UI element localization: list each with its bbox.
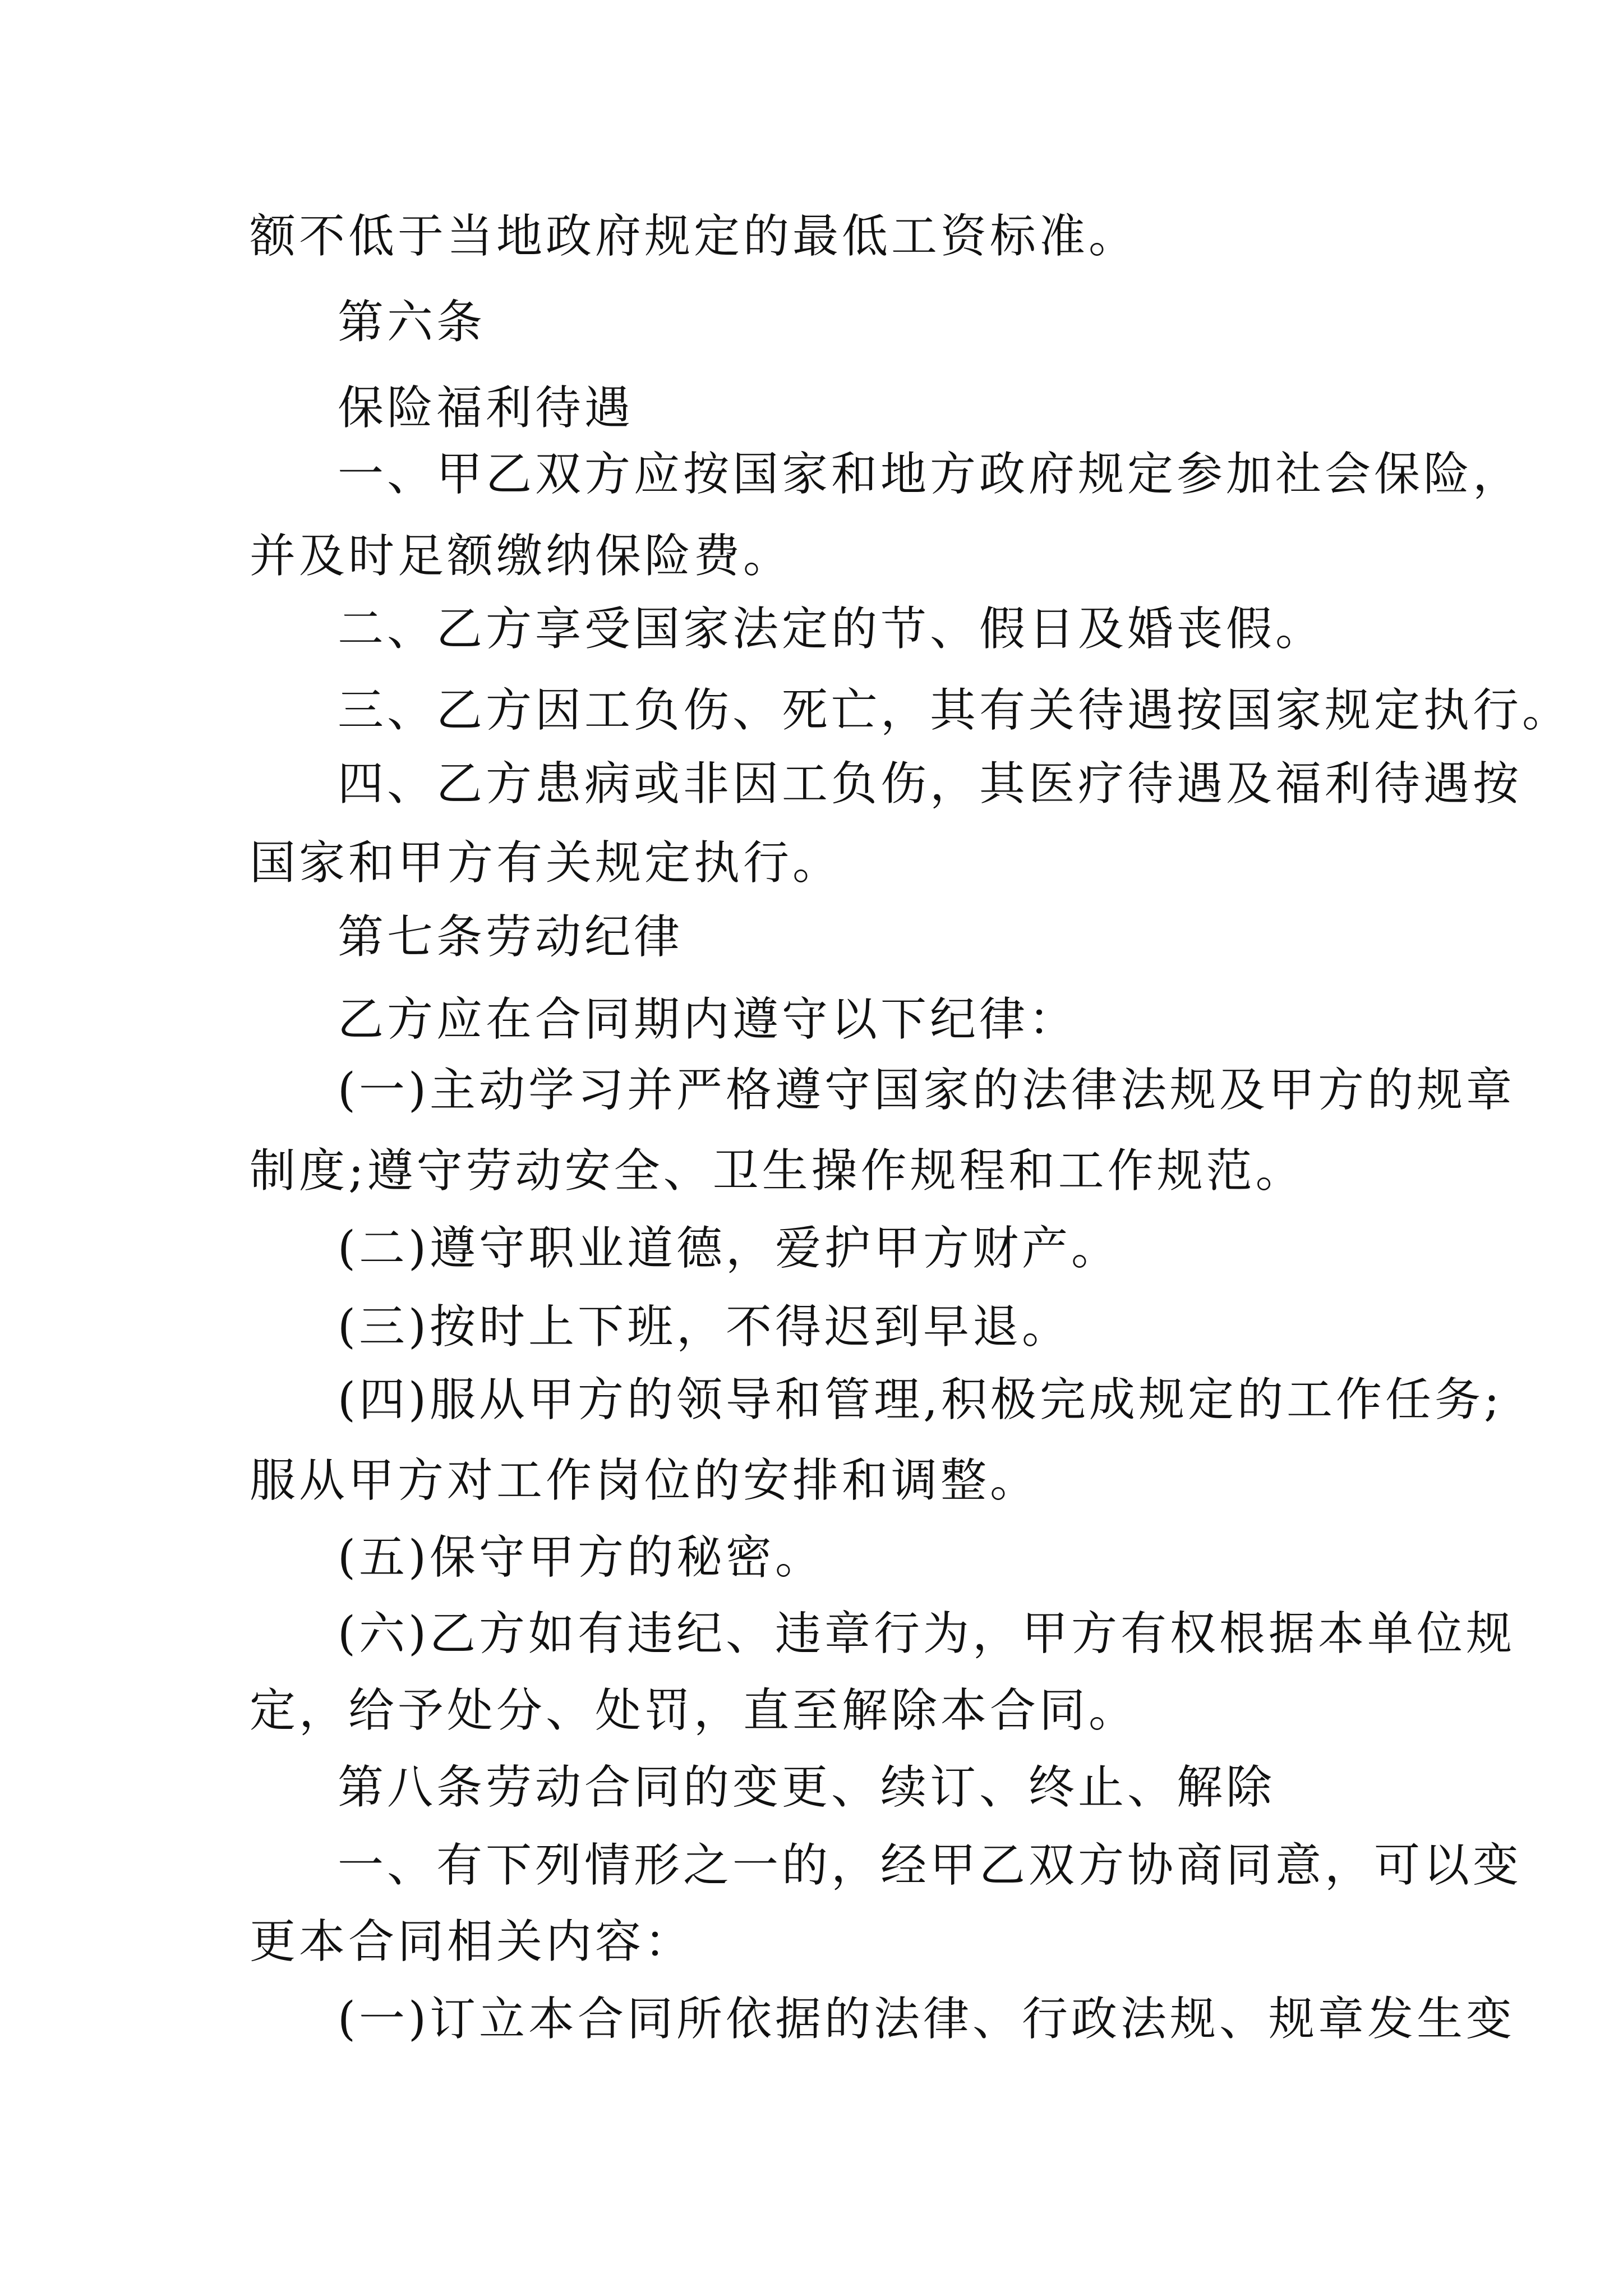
article-heading: 第七条劳动纪律: [338, 910, 684, 964]
list-item-line: (六)乙方如有违纪、违章行为，甲方有权根据本单位规: [338, 1607, 1515, 1660]
text-line-continuation: 额不低于当地政府规定的最低工资标准。: [250, 210, 1138, 263]
paragraph-line: 一、甲乙双方应按国家和地方政府规定参加社会保险，: [338, 448, 1523, 501]
list-item-line: 制度;遵守劳动安全、卫生操作规程和工作规范。: [250, 1144, 1305, 1198]
paragraph-line: 三、乙方因工负伤、死亡，其有关待遇按国家规定执行。: [338, 684, 1572, 737]
list-item-line: (二)遵守职业道德，爱护甲方财产。: [338, 1222, 1121, 1275]
list-item-line: (三)按时上下班，不得迟到早退。: [338, 1300, 1071, 1354]
paragraph-line: 二、乙方享受国家法定的节、假日及婚丧假。: [338, 602, 1325, 656]
list-item-line: 定，给予处分、处罚，直至解除本合同。: [250, 1684, 1138, 1737]
paragraph-line: 更本合同相关内容：: [250, 1915, 694, 1968]
list-item-line: (一)主动学习并严格遵守国家的法律法规及甲方的规章: [338, 1064, 1515, 1117]
paragraph-line: 乙方应在合同期内遵守以下纪律：: [338, 993, 1078, 1046]
article-heading: 第八条劳动合同的变更、续订、终止、解除: [338, 1761, 1276, 1814]
article-heading: 第六条: [338, 296, 486, 349]
list-item-line: 服从甲方对工作岗位的安排和调整。: [250, 1454, 1040, 1507]
paragraph-line: 国家和甲方有关规定执行。: [250, 836, 842, 890]
paragraph-line: 一、有下列情形之一的，经甲乙双方协商同意，可以变: [338, 1839, 1523, 1892]
list-item-line: (一)订立本合同所依据的法律、行政法规、规章发生变: [338, 1993, 1515, 2046]
paragraph-line: 并及时足额缴纳保险费。: [250, 530, 793, 583]
paragraph-line: 四、乙方患病或非因工负伤，其医疗待遇及福利待遇按: [338, 757, 1523, 811]
list-item-line: (四)服从甲方的领导和管理,积极完成规定的工作任务;: [338, 1373, 1503, 1427]
list-item-line: (五)保守甲方的秘密。: [338, 1531, 824, 1584]
section-heading: 保险福利待遇: [338, 381, 634, 435]
